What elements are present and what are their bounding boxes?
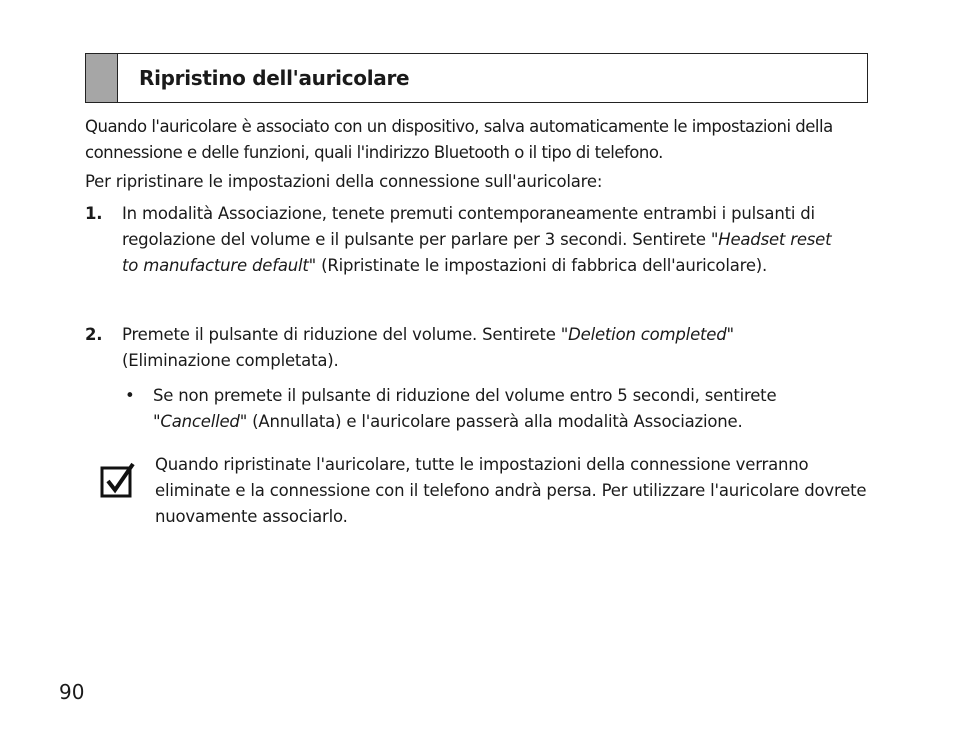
bullet-text: Se non premete il pulsante di riduzione del volume entro 5 secondi, sentirete "Cancelled" (Annullata) e l'auricolare passerà alla modalità Associazione. xyxy=(153,386,777,431)
page-number: 90 xyxy=(59,680,85,704)
step-text: Premete il pulsante di riduzione del volume. Sentirete "Deletion completed" (Eliminazione completata). xyxy=(122,325,734,370)
intro-instruction: Per ripristinare le impostazioni della connessione sull'auricolare: xyxy=(85,172,603,191)
checkbox-check-icon xyxy=(100,462,136,498)
voice-prompt: "Cancelled" xyxy=(153,412,248,431)
note-text: Quando ripristinate l'auricolare, tutte le impostazioni della connessione verranno eliminate e la connessione con il telefono andrà persa. Per utilizzare l'auricolare dovrete nuovamente associarlo. xyxy=(155,455,867,526)
voice-prompt: "Headset reset to manufacture default" xyxy=(122,230,832,275)
voice-prompt: "Deletion completed" xyxy=(560,325,734,344)
step-text: In modalità Associazione, tenete premuti contemporaneamente entrambi i pulsanti di regolazione del volume e il pulsante per parlare per 3 secondi. Sentirete "Headset reset to manufacture default" (Ripristinate le impostazioni di fabbrica dell'auricolare). xyxy=(122,204,832,275)
section-header-marker xyxy=(86,54,118,102)
section-title: Ripristino dell'auricolare xyxy=(139,66,410,90)
step-number: 1. xyxy=(85,204,103,223)
intro-paragraph: Quando l'auricolare è associato con un dispositivo, salva automaticamente le impostazioni della connessione e delle funzioni, quali l'indirizzo Bluetooth o il tipo di telefono. xyxy=(85,117,833,162)
step-number: 2. xyxy=(85,325,103,344)
section-header xyxy=(85,53,868,103)
bullet-symbol: • xyxy=(125,386,135,405)
